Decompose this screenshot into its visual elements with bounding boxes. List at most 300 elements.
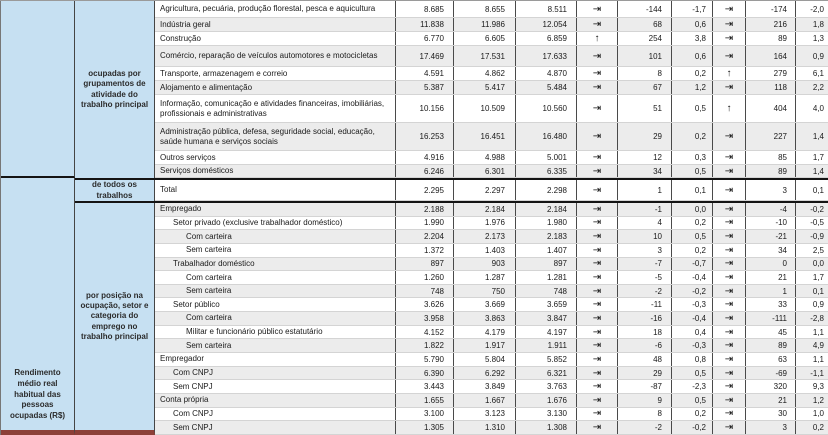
value-quarter-prev-year: 748 [395,285,453,298]
yoy-change-abs: 404 [745,95,795,122]
value-quarter-prev-year: 3.100 [395,408,453,421]
yoy-change-pct: 9,3 [795,380,828,393]
value-quarter-current: 1.308 [515,421,576,434]
table-row [155,258,828,272]
up-arrow-icon: ↑ [576,32,617,45]
stable-arrow-icon: ⇥ [576,285,617,298]
qoq-change-pct: -0,4 [671,271,712,284]
yoy-change-abs: 3 [745,421,795,434]
value-quarter-prev: 903 [453,258,515,271]
value-quarter-current: 3.763 [515,380,576,393]
table-row [155,271,828,285]
stable-arrow-icon: ⇥ [576,81,617,94]
row-label: Agricultura, pecuária, produção florestal, pesca e aquicultura [160,4,376,13]
qoq-change-pct: 0,1 [671,180,712,200]
value-quarter-prev: 4.179 [453,326,515,339]
value-quarter-prev: 17.531 [453,46,515,66]
stable-arrow-icon: ⇥ [576,339,617,352]
stable-arrow-icon: ⇥ [712,1,745,17]
qoq-change-abs: -7 [617,258,671,271]
indicator-label: Rendimento médio real habitual das pessoas ocupadas (R$) [9,368,66,421]
qoq-change-pct: 0,5 [671,394,712,407]
qoq-change-pct: 0,5 [671,367,712,380]
yoy-change-pct: 4,9 [795,339,828,352]
stable-arrow-icon: ⇥ [712,285,745,298]
row-label: Sem carteira [186,340,232,350]
qoq-change-pct: 0,2 [671,217,712,230]
yoy-change-abs: 21 [745,271,795,284]
row-label: Conta própria [160,395,209,405]
stable-arrow-icon: ⇥ [712,180,745,200]
stable-arrow-icon: ⇥ [712,298,745,311]
qoq-change-pct: -0,3 [671,339,712,352]
yoy-change-abs: 118 [745,81,795,94]
qoq-change-abs: -11 [617,298,671,311]
stable-arrow-icon: ⇥ [576,18,617,31]
table-row [155,165,828,178]
value-quarter-current: 17.633 [515,46,576,66]
yoy-change-abs: -4 [745,203,795,216]
stable-arrow-icon: ⇥ [576,298,617,311]
rows-area [155,1,828,178]
value-quarter-current: 16.480 [515,123,576,150]
yoy-change-pct: 1,7 [795,151,828,164]
row-label: Construção [160,33,201,43]
table-row [155,298,828,312]
group-label-cell [75,203,155,435]
row-label: Comércio, reparação de veículos automotores e motocicletas [160,51,378,60]
stable-arrow-icon: ⇥ [576,367,617,380]
value-quarter-prev: 3.849 [453,380,515,393]
qoq-change-pct: 0,4 [671,326,712,339]
stable-arrow-icon: ⇥ [576,123,617,150]
table-row [155,380,828,394]
qoq-change-abs: -144 [617,1,671,17]
stable-arrow-icon: ⇥ [576,165,617,177]
value-quarter-current: 1.676 [515,394,576,407]
value-quarter-current: 748 [515,285,576,298]
row-label: Com CNPJ [173,368,214,377]
stable-arrow-icon: ⇥ [576,217,617,230]
value-quarter-current: 4.197 [515,326,576,339]
row-label: Serviços domésticos [160,166,234,175]
value-quarter-current: 6.335 [515,165,576,177]
stable-arrow-icon: ⇥ [576,230,617,243]
stable-arrow-icon: ⇥ [712,230,745,243]
table-row [155,285,828,299]
qoq-change-pct: 0,0 [671,203,712,216]
qoq-change-abs: 29 [617,367,671,380]
row-label: Sem carteira [186,245,232,255]
yoy-change-abs: 1 [745,285,795,298]
qoq-change-pct: -1,7 [671,1,712,17]
yoy-change-abs: -10 [745,217,795,230]
stable-arrow-icon: ⇥ [576,394,617,407]
value-quarter-prev: 1.917 [453,339,515,352]
qoq-change-abs: 8 [617,408,671,421]
stable-arrow-icon: ⇥ [576,421,617,434]
qoq-change-abs: 9 [617,394,671,407]
yoy-change-abs: 63 [745,353,795,366]
stable-arrow-icon: ⇥ [712,380,745,393]
value-quarter-prev-year: 2.204 [395,230,453,243]
value-quarter-prev-year: 1.655 [395,394,453,407]
value-quarter-current: 5.852 [515,353,576,366]
stable-arrow-icon: ⇥ [712,81,745,94]
value-quarter-prev: 8.655 [453,1,515,17]
table-section [75,201,828,435]
stable-arrow-icon: ⇥ [712,353,745,366]
yoy-change-pct: 1,3 [795,32,828,45]
yoy-change-abs: 30 [745,408,795,421]
stable-arrow-icon: ⇥ [576,95,617,122]
value-quarter-prev-year: 1.990 [395,217,453,230]
yoy-change-abs: 320 [745,380,795,393]
value-quarter-prev-year: 3.958 [395,312,453,325]
table-row [155,46,828,67]
value-quarter-current: 8.511 [515,1,576,17]
value-quarter-prev-year: 4.916 [395,151,453,164]
qoq-change-pct: 0,5 [671,95,712,122]
qoq-change-pct: -0,2 [671,421,712,434]
value-quarter-prev-year: 4.591 [395,67,453,80]
stable-arrow-icon: ⇥ [712,421,745,434]
value-quarter-current: 12.054 [515,18,576,31]
value-quarter-current: 3.847 [515,312,576,325]
stable-arrow-icon: ⇥ [576,244,617,257]
value-quarter-prev: 4.862 [453,67,515,80]
table-row [155,123,828,151]
stable-arrow-icon: ⇥ [576,1,617,17]
qoq-change-pct: 0,2 [671,123,712,150]
yoy-change-pct: 1,8 [795,18,828,31]
qoq-change-pct: -2,3 [671,380,712,393]
qoq-change-pct: -0,4 [671,312,712,325]
value-quarter-current: 1.407 [515,244,576,257]
value-quarter-current: 2.184 [515,203,576,216]
value-quarter-prev-year: 6.770 [395,32,453,45]
row-label: Com carteira [186,231,232,241]
table-row [155,180,828,201]
row-label: Administração pública, defesa, seguridade social, educação, saúde humana e serviços sociais [160,126,375,146]
value-quarter-prev: 3.863 [453,312,515,325]
value-quarter-prev: 6.605 [453,32,515,45]
value-quarter-prev: 2.184 [453,203,515,216]
value-quarter-prev-year: 11.838 [395,18,453,31]
stable-arrow-icon: ⇥ [712,165,745,177]
table-row [155,408,828,422]
yoy-change-abs: 279 [745,67,795,80]
value-quarter-current: 1.281 [515,271,576,284]
value-quarter-current: 3.130 [515,408,576,421]
table-row [155,18,828,32]
qoq-change-abs: 51 [617,95,671,122]
group-label: por posição na ocupação, setor e categoria do emprego no trabalho principal [80,290,149,342]
table-row [155,81,828,95]
row-label: Empregado [160,204,202,214]
stable-arrow-icon: ⇥ [576,67,617,80]
table-body [75,1,828,435]
yoy-change-pct: 1,2 [795,394,828,407]
value-quarter-prev-year: 2.188 [395,203,453,216]
row-label: Alojamento e alimentação [160,82,253,92]
stable-arrow-icon: ⇥ [712,339,745,352]
stable-arrow-icon: ⇥ [712,258,745,271]
qoq-change-abs: 1 [617,180,671,200]
table-row [155,230,828,244]
stable-arrow-icon: ⇥ [712,271,745,284]
yoy-change-abs: 89 [745,165,795,177]
qoq-change-abs: 18 [617,326,671,339]
table-row [155,339,828,353]
yoy-change-pct: 1,0 [795,408,828,421]
value-quarter-prev-year: 5.387 [395,81,453,94]
value-quarter-prev: 4.988 [453,151,515,164]
qoq-change-pct: 0,3 [671,151,712,164]
qoq-change-pct: 1,2 [671,81,712,94]
yoy-change-pct: 6,1 [795,67,828,80]
stable-arrow-icon: ⇥ [576,203,617,216]
qoq-change-pct: 0,8 [671,353,712,366]
stable-arrow-icon: ⇥ [712,123,745,150]
yoy-change-pct: 1,4 [795,123,828,150]
value-quarter-prev: 3.123 [453,408,515,421]
value-quarter-prev: 3.669 [453,298,515,311]
stable-arrow-icon: ⇥ [712,217,745,230]
yoy-change-pct: 1,1 [795,326,828,339]
yoy-change-pct: -2,0 [795,1,828,17]
yoy-change-pct: 2,2 [795,81,828,94]
qoq-change-abs: 254 [617,32,671,45]
qoq-change-abs: -2 [617,285,671,298]
qoq-change-abs: 3 [617,244,671,257]
qoq-change-pct: -0,2 [671,285,712,298]
table-row [155,67,828,81]
table-row [155,367,828,381]
table-row [155,217,828,231]
row-label: Empregador [160,354,205,364]
table-row [155,421,828,435]
yoy-change-abs: 0 [745,258,795,271]
value-quarter-prev-year: 4.152 [395,326,453,339]
stable-arrow-icon: ⇥ [576,353,617,366]
value-quarter-current: 10.560 [515,95,576,122]
yoy-change-pct: 1,4 [795,165,828,177]
yoy-change-abs: 85 [745,151,795,164]
value-quarter-prev: 2.297 [453,180,515,200]
stable-arrow-icon: ⇥ [576,151,617,164]
row-label: Militar e funcionário público estatutário [186,327,323,337]
yoy-change-abs: -69 [745,367,795,380]
rows-area [155,203,828,435]
stable-arrow-icon: ⇥ [712,367,745,380]
yoy-change-pct: 1,1 [795,353,828,366]
yoy-change-abs: 227 [745,123,795,150]
qoq-change-abs: 12 [617,151,671,164]
row-label: Com carteira [186,313,232,323]
value-quarter-prev-year: 1.305 [395,421,453,434]
yoy-change-pct: 0,1 [795,180,828,200]
value-quarter-prev-year: 3.626 [395,298,453,311]
value-quarter-prev: 5.804 [453,353,515,366]
value-quarter-prev: 6.292 [453,367,515,380]
yoy-change-pct: -0,2 [795,203,828,216]
qoq-change-pct: 0,6 [671,18,712,31]
qoq-change-abs: -2 [617,421,671,434]
table-section [75,178,828,201]
yoy-change-abs: 45 [745,326,795,339]
qoq-change-pct: 0,2 [671,408,712,421]
table-row [155,326,828,340]
yoy-change-abs: 3 [745,180,795,200]
yoy-change-abs: 216 [745,18,795,31]
value-quarter-prev: 1.287 [453,271,515,284]
value-quarter-prev: 11.986 [453,18,515,31]
value-quarter-prev-year: 17.469 [395,46,453,66]
yoy-change-pct: -0,9 [795,230,828,243]
qoq-change-abs: 48 [617,353,671,366]
group-label-cell [75,1,155,178]
stable-arrow-icon: ⇥ [712,326,745,339]
row-label: Sem CNPJ [173,422,213,432]
up-arrow-icon: ↑ [712,95,745,122]
row-label: Com CNPJ [173,408,214,418]
value-quarter-current: 5.484 [515,81,576,94]
stable-arrow-icon: ⇥ [712,151,745,164]
yoy-change-abs: -174 [745,1,795,17]
stable-arrow-icon: ⇥ [576,408,617,421]
qoq-change-pct: 0,6 [671,46,712,66]
yoy-change-abs: -111 [745,312,795,325]
yoy-change-pct: 0,0 [795,258,828,271]
row-label: Sem CNPJ [173,381,213,391]
stable-arrow-icon: ⇥ [576,326,617,339]
table-row [155,353,828,367]
qoq-change-abs: 34 [617,165,671,177]
qoq-change-abs: -1 [617,203,671,216]
value-quarter-prev: 750 [453,285,515,298]
yoy-change-abs: -21 [745,230,795,243]
table-section [75,1,828,178]
qoq-change-abs: 29 [617,123,671,150]
qoq-change-abs: -5 [617,271,671,284]
value-quarter-prev: 2.173 [453,230,515,243]
row-label: Transporte, armazenagem e correio [160,68,288,78]
stable-arrow-icon: ⇥ [712,32,745,45]
row-label: Indústria geral [160,19,211,29]
value-quarter-prev-year: 6.390 [395,367,453,380]
value-quarter-current: 1.911 [515,339,576,352]
yoy-change-pct: 0,2 [795,421,828,434]
row-label: Outros serviços [160,152,216,162]
qoq-change-abs: 67 [617,81,671,94]
qoq-change-abs: -87 [617,380,671,393]
value-quarter-prev-year: 3.443 [395,380,453,393]
yoy-change-pct: 0,9 [795,298,828,311]
value-quarter-prev-year: 16.253 [395,123,453,150]
value-quarter-prev-year: 8.685 [395,1,453,17]
yoy-change-pct: 4,0 [795,95,828,122]
qoq-change-abs: -6 [617,339,671,352]
row-label: Informação, comunicação e atividades financeiras, imobiliárias, profissionais e administrativas [160,98,385,118]
stable-arrow-icon: ⇥ [576,312,617,325]
group-label: ocupadas por grupamentos de atividade do trabalho principal [80,68,149,109]
qoq-change-abs: 101 [617,46,671,66]
table-row [155,312,828,326]
table-row [155,394,828,408]
value-quarter-current: 1.980 [515,217,576,230]
row-label: Total [160,185,177,194]
up-arrow-icon: ↑ [712,67,745,80]
value-quarter-current: 6.859 [515,32,576,45]
value-quarter-prev-year: 6.246 [395,165,453,177]
rows-area [155,180,828,201]
row-label: Setor privado (exclusive trabalhador doméstico) [173,217,343,227]
indicator-cell-income [1,178,75,435]
table-row [155,203,828,217]
row-label: Trabalhador doméstico [173,258,255,268]
table-row [155,151,828,165]
table-row [155,244,828,258]
qoq-change-pct: 0,5 [671,230,712,243]
value-quarter-current: 5.001 [515,151,576,164]
qoq-change-abs: 8 [617,67,671,80]
qoq-change-pct: 0,5 [671,165,712,177]
group-label: de todos os trabalhos [92,180,137,200]
yoy-change-pct: -1,1 [795,367,828,380]
yoy-change-pct: 1,7 [795,271,828,284]
value-quarter-current: 2.298 [515,180,576,200]
row-label: Sem carteira [186,286,232,296]
yoy-change-abs: 164 [745,46,795,66]
value-quarter-prev: 1.976 [453,217,515,230]
qoq-change-abs: 68 [617,18,671,31]
stable-arrow-icon: ⇥ [576,180,617,200]
value-quarter-prev-year: 1.822 [395,339,453,352]
value-quarter-current: 2.183 [515,230,576,243]
indicator-column [0,1,75,435]
value-quarter-prev-year: 10.156 [395,95,453,122]
value-quarter-prev: 16.451 [453,123,515,150]
value-quarter-prev: 1.310 [453,421,515,434]
stable-arrow-icon: ⇥ [576,271,617,284]
yoy-change-pct: -0,5 [795,217,828,230]
row-label: Setor público [173,299,220,309]
stable-arrow-icon: ⇥ [712,18,745,31]
value-quarter-prev-year: 1.372 [395,244,453,257]
value-quarter-prev: 1.403 [453,244,515,257]
qoq-change-pct: 0,2 [671,244,712,257]
table-row [155,32,828,46]
value-quarter-current: 3.659 [515,298,576,311]
stable-arrow-icon: ⇥ [712,203,745,216]
yoy-change-pct: 0,9 [795,46,828,66]
value-quarter-prev: 1.667 [453,394,515,407]
stable-arrow-icon: ⇥ [712,394,745,407]
stable-arrow-icon: ⇥ [712,46,745,66]
value-quarter-prev: 10.509 [453,95,515,122]
stable-arrow-icon: ⇥ [712,312,745,325]
value-quarter-current: 897 [515,258,576,271]
value-quarter-prev: 5.417 [453,81,515,94]
row-label: Com carteira [186,272,232,282]
value-quarter-current: 6.321 [515,367,576,380]
stable-arrow-icon: ⇥ [712,244,745,257]
yoy-change-abs: 89 [745,32,795,45]
value-quarter-prev-year: 5.790 [395,353,453,366]
yoy-change-pct: -2,8 [795,312,828,325]
yoy-change-abs: 33 [745,298,795,311]
